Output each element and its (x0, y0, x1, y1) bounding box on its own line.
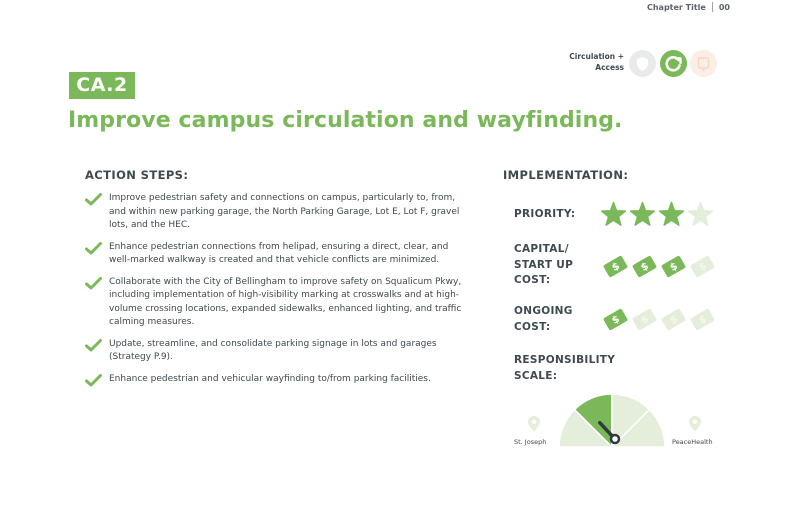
capital-cost-rating (601, 252, 717, 281)
dollar-filled-icon (659, 252, 688, 281)
category-label (540, 51, 624, 73)
star-empty-icon (686, 200, 715, 229)
action-step-text: Update, streamline, and consolidate parking signage in lots and garages (Strategy P.9). (109, 338, 437, 362)
map-pin-icon (525, 415, 543, 433)
svg-text:$: $ (697, 313, 709, 327)
checkmark-icon (85, 193, 102, 206)
action-step-item (85, 241, 470, 268)
star-filled-icon (657, 200, 686, 229)
ongoing-cost-label-line1: ONGOING (514, 305, 573, 317)
priority-label: PRIORITY: (514, 208, 576, 220)
responsibility-label-line1: RESPONSIBILITY (514, 354, 616, 366)
chapter-title: Chapter Title (646, 2, 706, 12)
dollar-empty-icon (688, 305, 717, 334)
action-step-text: Collaborate with the City of Bellingham to improve safety on Squalicum Pkwy, including implementation of high-visibility marking at crosswalks and at high-volume crossing locations, expanded sidewalks, enhanced lighting, and traffic calming measures. (109, 276, 462, 327)
ongoing-cost-rating (601, 305, 717, 334)
svg-text:$: $ (668, 313, 680, 327)
responsibility-label-line2: SCALE: (514, 369, 558, 382)
svg-text:$: $ (610, 260, 622, 274)
gauge-hub (611, 435, 619, 443)
circulation-icon (660, 50, 687, 77)
page-number: 00 (718, 2, 730, 12)
responsibility-gauge (557, 393, 667, 449)
dollar-empty-icon (688, 252, 717, 281)
action-step-text: Enhance pedestrian connections from helipad, ensuring a direct, clear, and well-marked walkway is created and that vehicle conflicts are minimized. (109, 241, 449, 265)
checkmark-icon (85, 374, 102, 387)
dollar-empty-icon (630, 305, 659, 334)
ongoing-cost-label-line2: COST: (514, 320, 551, 333)
action-steps-list (85, 192, 470, 394)
svg-text:$: $ (697, 260, 709, 274)
svg-text:$: $ (668, 260, 680, 274)
action-step-text: Improve pedestrian safety and connections on campus, particularly to, from, and within new parking garage, the North Parking Garage, Lot E, Lot F, gravel lots, and the HEC. (109, 193, 460, 230)
responsibility-label (514, 353, 615, 384)
implementation-heading: IMPLEMENTATION: (503, 168, 629, 182)
action-step-text: Enhance pedestrian and vehicular wayfinding to/from parking facilities. (109, 373, 431, 384)
header-divider (712, 2, 713, 12)
ongoing-cost-label (514, 304, 573, 335)
svg-text:$: $ (639, 260, 651, 274)
svg-text:$: $ (610, 313, 622, 327)
map-pin-icon (686, 415, 704, 433)
star-filled-icon (599, 200, 628, 229)
star-filled-icon (628, 200, 657, 229)
action-step-item (85, 373, 470, 387)
dollar-empty-icon (659, 305, 688, 334)
action-step-item (85, 338, 470, 365)
shield-icon (629, 50, 656, 77)
strategy-code-badge: CA.2 (69, 72, 135, 99)
category-label-line2: Access (595, 63, 624, 72)
action-step-item (85, 276, 470, 330)
dollar-filled-icon (630, 252, 659, 281)
category-label-line1: Circulation + (569, 52, 624, 61)
checkmark-icon (85, 277, 102, 290)
action-step-item (85, 192, 470, 233)
checkmark-icon (85, 242, 102, 255)
priority-rating (599, 200, 715, 229)
parking-sign-icon (690, 50, 717, 77)
capital-cost-label-line2: START UP (514, 258, 574, 271)
page-header (647, 2, 730, 12)
checkmark-icon (85, 339, 102, 352)
capital-cost-label-line1: CAPITAL/ (514, 243, 569, 255)
scale-right-label: PeaceHealth (672, 438, 713, 446)
capital-cost-label (514, 242, 573, 289)
capital-cost-label-line3: COST: (514, 274, 551, 286)
action-steps-heading: ACTION STEPS: (85, 168, 189, 182)
dollar-filled-icon (601, 305, 630, 334)
dollar-filled-icon (601, 252, 630, 281)
scale-left-label: St. Joseph (514, 438, 547, 446)
svg-text:$: $ (639, 313, 651, 327)
strategy-title: Improve campus circulation and wayfinding. (68, 108, 623, 133)
